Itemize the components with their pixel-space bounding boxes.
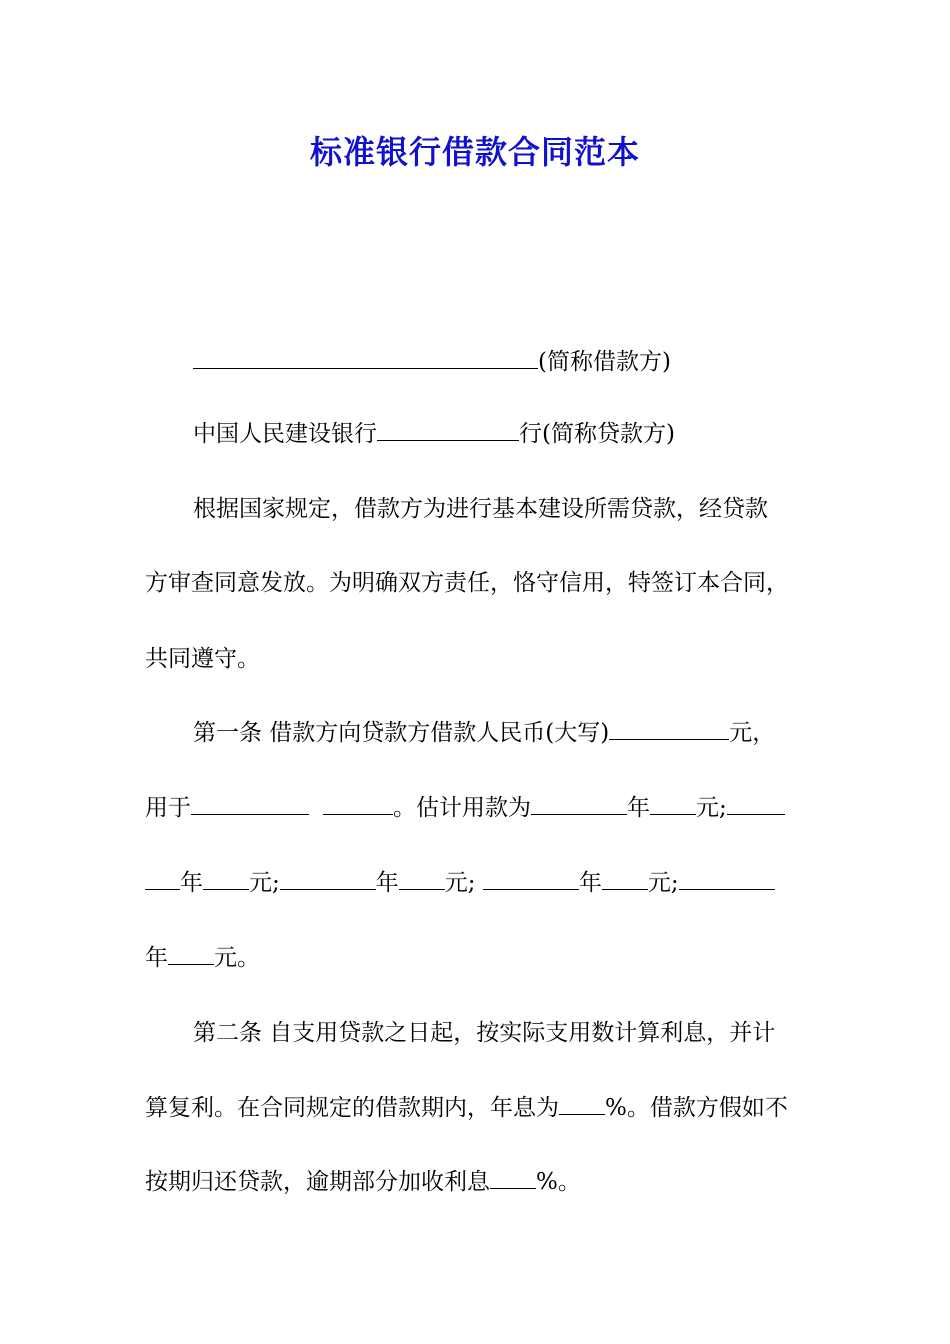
- overdue-rate-blank[interactable]: [490, 1166, 536, 1189]
- lender-line: [193, 416, 815, 452]
- article-1-line-4: [145, 940, 815, 976]
- preamble-line-3: 共同遵守。: [145, 646, 260, 672]
- currency-unit-label: 元，: [729, 720, 776, 746]
- year-label: 年: [180, 870, 203, 896]
- lender-branch-blank[interactable]: [377, 418, 519, 441]
- yuan-label: 元;: [249, 870, 280, 896]
- borrower-abbr-label: (简称借款方): [538, 349, 671, 375]
- article-1-line-1: [193, 715, 815, 751]
- amount-blank-2[interactable]: [203, 867, 249, 890]
- year-label: 年: [627, 795, 650, 821]
- amount-blank-3[interactable]: [399, 867, 445, 890]
- amount-blank-1[interactable]: [650, 792, 696, 815]
- rate-suffix-text: %。借款方假如不: [605, 1095, 788, 1121]
- lender-bank-label: 中国人民建设银行: [193, 421, 377, 447]
- percent-label: %。: [536, 1169, 581, 1195]
- usage-blank-2[interactable]: [323, 792, 393, 815]
- annual-rate-blank[interactable]: [559, 1092, 605, 1115]
- overdue-text: 按期归还贷款，逾期部分加收利息: [145, 1169, 490, 1195]
- article-2-line-3: [145, 1164, 815, 1200]
- amount-blank-5[interactable]: [168, 942, 214, 965]
- usage-label: 用于: [145, 795, 191, 821]
- year-blank-4[interactable]: [483, 867, 579, 890]
- year-label: 年: [375, 870, 399, 896]
- year-blank-1[interactable]: [531, 792, 627, 815]
- loan-amount-blank[interactable]: [609, 717, 729, 740]
- borrower-name-blank[interactable]: [193, 346, 538, 369]
- article-1-line-3: [145, 865, 815, 901]
- year-label: 年: [145, 945, 168, 971]
- year-label: 年: [578, 870, 602, 896]
- preamble-line-2: 方审查同意发放。为明确双方责任，恪守信用，特签订本合同，: [145, 570, 789, 596]
- document-title: 标准银行借款合同范本: [309, 133, 640, 171]
- preamble-line-1: 根据国家规定，借款方为进行基本建设所需贷款，经贷款: [193, 496, 768, 522]
- year-blank-2b[interactable]: [145, 867, 180, 890]
- estimate-label: 。估计用款为: [393, 795, 531, 821]
- lender-abbr-label: 行(简称贷款方): [519, 421, 675, 447]
- article-2-line-2: [145, 1090, 815, 1126]
- yuan-label: 元;: [647, 870, 679, 896]
- yuan-label: 元;: [444, 870, 483, 896]
- year-blank-3[interactable]: [280, 867, 376, 890]
- year-blank-2a[interactable]: [727, 792, 785, 815]
- amount-blank-4[interactable]: [602, 867, 648, 890]
- article-1-text: 第一条 借款方向贷款方借款人民币(大写): [193, 720, 610, 746]
- interest-rate-text: 算复利。在合同规定的借款期内，年息为: [145, 1095, 559, 1121]
- yuan-end-label: 元。: [214, 945, 260, 971]
- article-1-line-2: [145, 790, 815, 826]
- year-blank-5[interactable]: [679, 867, 775, 890]
- borrower-line: [193, 344, 815, 380]
- usage-blank-1[interactable]: [191, 792, 309, 815]
- article-2-line-1: 第二条 自支用贷款之日起，按实际支用数计算利息，并计: [193, 1020, 776, 1046]
- yuan-label: 元;: [696, 795, 727, 821]
